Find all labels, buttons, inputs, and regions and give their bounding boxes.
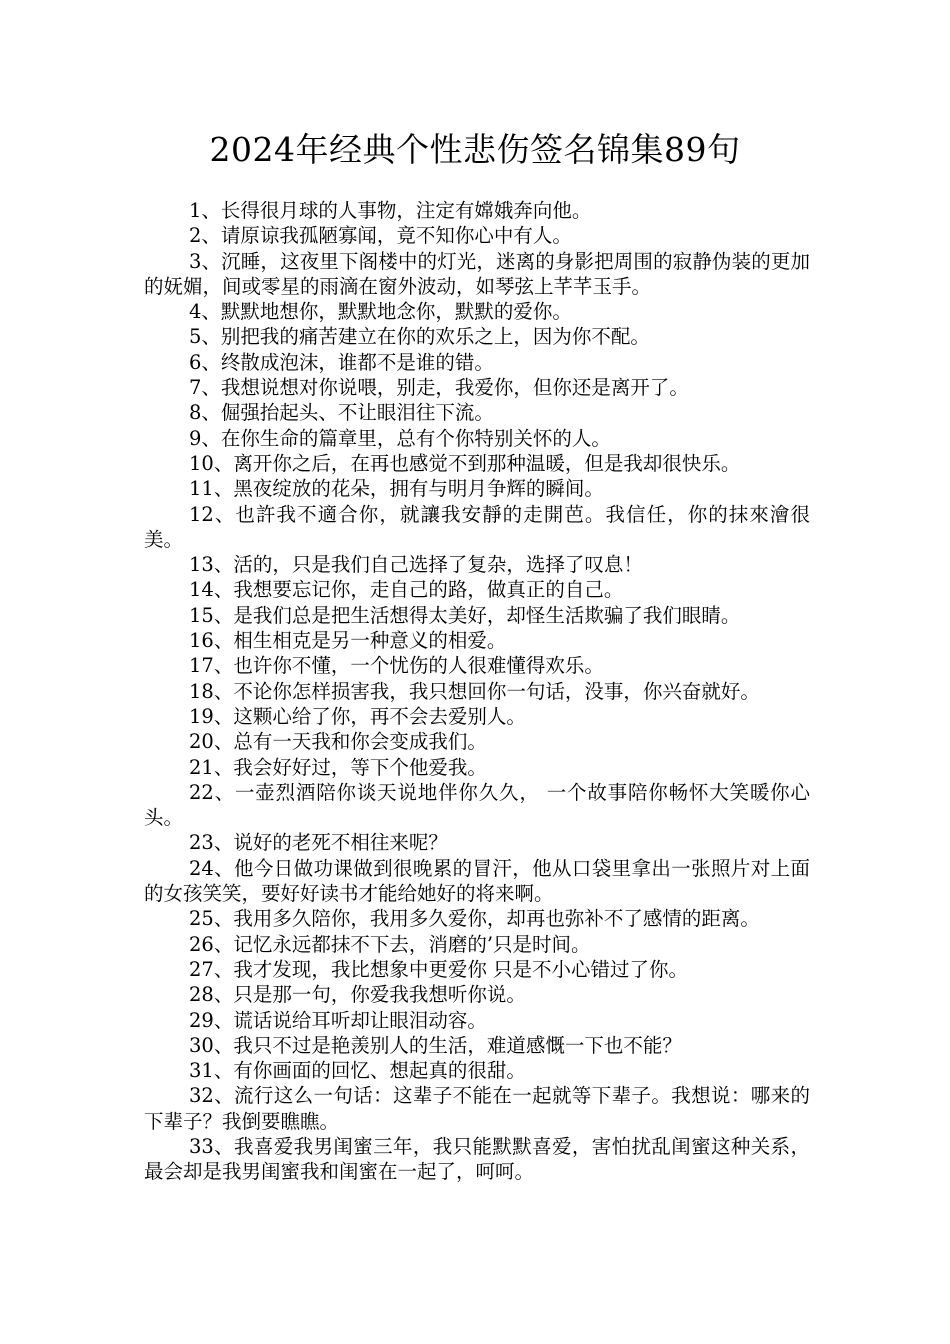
list-item: 32、流行这么一句话：这辈子不能在一起就等下辈子。我想说：哪来的下辈子？我倒要瞧瞧。 [144,1084,810,1133]
list-item: 29、谎话说给耳听却让眼泪动容。 [189,1008,487,1032]
list-item: 28、只是那一句，你爱我我想听你说。 [189,983,526,1007]
list-item: 1、长得很月球的人事物，注定有嫦娥奔向他。 [189,199,592,222]
list-item: 24、他今日做功课做到很晚累的冒汗，他从口袋里拿出一张照片对上面的女孩笑笑，要好好读书才能给她好的将来啊。 [144,856,810,906]
list-item: 17、也许你不懂，一个忧伤的人很难懂得欢乐。 [189,654,604,678]
list-item: 19、这颗心给了你，再不会去爱别人。 [189,704,526,728]
list-item: 3、沉睡，这夜里下阁楼中的灯光，迷离的身影把周围的寂静伪装的更加的妩媚，间或零星的雨滴在窗外波动，如琴弦上芊芊玉手。 [144,249,810,298]
list-item: 9、在你生命的篇章里，总有个你特别关怀的人。 [189,426,611,450]
quote-list [144,198,810,1185]
list-item: 4、默默地想你，默默地念你，默默的爱你。 [189,300,572,324]
list-item: 20、总有一天我和你会变成我们。 [189,730,487,754]
list-item: 14、我想要忘记你，走自己的路，做真正的自己。 [189,578,624,602]
list-item: 26、记忆永远都抹不下去，消磨的’只是时间。 [189,932,591,956]
list-item: 8、倔强抬起头、不让眼泪往下流。 [189,401,494,425]
list-item: 33、我喜爱我男闺蜜三年，我只能默默喜爱，害怕扰乱闺蜜这种关系，最会却是我男闺蜜我和闺蜜在一起了，呵呵。 [144,1134,810,1184]
list-item: 12、也許我不適合你，就讓我安靜的走開芭。我信任，你的抹來澮很美。 [144,502,810,551]
list-item: 21、我会好好过，等下个他爱我。 [189,755,487,779]
list-item: 27、我才发现，我比想象中更爱你 只是不小心错过了你。 [189,957,689,981]
list-item: 5、别把我的痛苦建立在你的欢乐之上，因为你不配。 [189,325,650,349]
list-item: 18、不论你怎样损害我，我只想回你一句话，没事，你兴奋就好。 [189,679,760,703]
list-item: 31、有你画面的回忆、想起真的很甜。 [189,1059,526,1083]
list-item: 15、是我们总是把生活想得太美好，却怪生活欺骗了我们眼睛。 [189,603,741,627]
document-title: 2024年经典个性悲伤签名锦集89句 [209,130,741,169]
list-item: 11、黑夜绽放的花朵，拥有与明月争辉的瞬间。 [189,477,604,501]
list-item: 6、终散成泡沫，谁都不是谁的错。 [189,350,494,374]
list-item: 22、一壶烈酒陪你谈天说地伴你久久， 一个故事陪你畅怀大笑暖你心头。 [144,780,810,830]
list-item: 13、活的，只是我们自己选择了复杂，选择了叹息！ [189,553,643,577]
list-item: 7、我想说想对你说喂，别走，我爱你，但你还是离开了。 [189,376,689,400]
list-item: 10、离开你之后，在再也感觉不到那种温暖，但是我却很快乐。 [189,451,741,475]
list-item: 25、我用多久陪你，我用多久爱你，却再也弥补不了感情的距离。 [189,907,760,931]
list-item: 23、说好的老死不相往来呢？ [189,831,448,855]
list-item: 16、相生相克是另一种意义的相爱。 [189,629,507,653]
list-item: 2、请原谅我孤陋寡闻，竟不知你心中有人。 [189,224,572,248]
list-item: 30、我只不过是艳羡别人的生活，难道感慨一下也不能？ [189,1033,682,1057]
